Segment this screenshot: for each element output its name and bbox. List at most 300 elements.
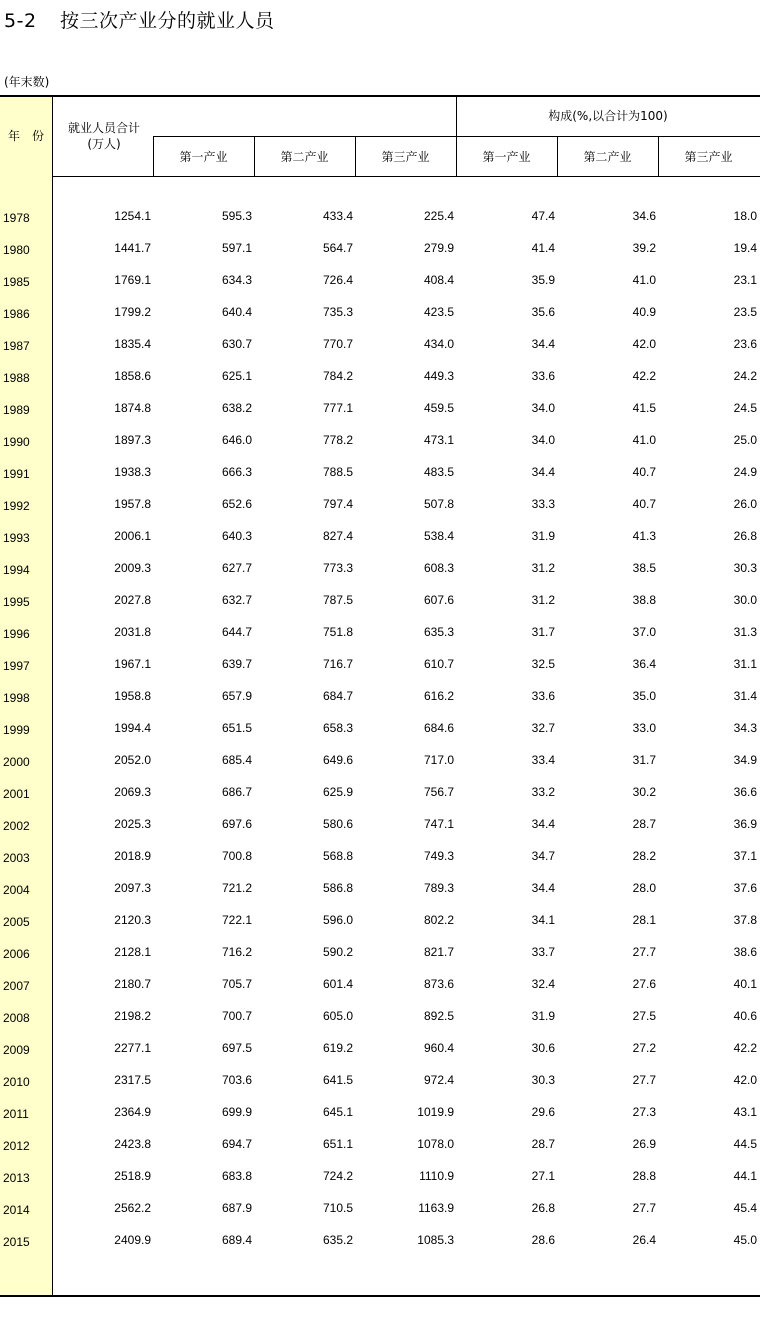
table-row [0,689,760,721]
primary-share-cell: 29.6 [531,1105,555,1119]
header-secondary: 第二产业 [280,150,329,164]
primary-share-cell: 41.4 [531,241,555,255]
year-cell: 2007 [3,979,30,993]
year-cell: 1980 [3,243,30,257]
tertiary-cell: 1019.9 [417,1105,454,1119]
year-cell: 1995 [3,595,30,609]
tertiary-share-cell: 37.8 [733,913,757,927]
table-row [0,305,760,337]
tertiary-share-cell: 23.6 [733,337,757,351]
year-cell: 1993 [3,531,30,545]
year-cell: 2015 [3,1235,30,1249]
secondary-cell: 568.8 [322,849,353,863]
tertiary-cell: 1163.9 [418,1201,454,1215]
table-row [0,1201,760,1233]
tertiary-share-cell: 31.1 [733,657,757,671]
primary-share-cell: 32.4 [531,977,555,991]
tertiary-cell: 473.1 [423,433,454,447]
primary-share-cell: 33.3 [531,497,555,511]
primary-share-cell: 34.4 [531,465,555,479]
secondary-cell: 625.9 [322,785,353,799]
tertiary-share-cell: 23.5 [733,305,757,319]
primary-cell: 634.3 [221,273,252,287]
secondary-cell: 710.5 [322,1201,353,1215]
secondary-cell: 751.8 [322,625,353,639]
secondary-cell: 586.8 [322,881,353,895]
secondary-cell: 433.4 [322,209,353,223]
primary-share-cell: 34.4 [531,337,555,351]
tertiary-cell: 789.3 [423,881,454,895]
tertiary-share-cell: 45.4 [733,1201,757,1215]
primary-share-cell: 33.2 [531,785,555,799]
unit-note: (年末数) [4,75,50,89]
table-number: 5-2 [4,10,37,32]
secondary-share-cell: 41.0 [632,273,656,287]
year-cell: 1999 [3,723,30,737]
primary-cell: 683.8 [221,1169,252,1183]
tertiary-cell: 225.4 [423,209,454,223]
table-title: 按三次产业分的就业人员 [60,10,275,32]
tertiary-cell: 1110.9 [419,1169,454,1183]
tertiary-cell: 423.5 [423,305,454,319]
primary-cell: 652.6 [221,497,252,511]
year-cell: 2003 [3,851,30,865]
tertiary-cell: 459.5 [423,401,454,415]
primary-share-cell: 34.1 [531,913,555,927]
secondary-cell: 773.3 [322,561,353,575]
tertiary-share-cell: 42.0 [733,1073,757,1087]
secondary-share-cell: 26.9 [632,1137,656,1151]
primary-share-cell: 30.3 [531,1073,555,1087]
primary-share-cell: 32.5 [531,657,555,671]
header-secondary-pct: 第二产业 [583,150,632,164]
table-row [0,753,760,785]
tertiary-share-cell: 36.6 [733,785,757,799]
tertiary-cell: 756.7 [423,785,454,799]
table-row [0,1009,760,1041]
tertiary-share-cell: 31.3 [733,625,757,639]
header-bottom-rule [52,176,760,177]
tertiary-share-cell: 43.1 [733,1105,757,1119]
primary-cell: 694.7 [221,1137,252,1151]
total-cell: 2317.5 [114,1073,151,1087]
table-row [0,273,760,305]
year-cell: 1988 [3,371,30,385]
year-cell: 2008 [3,1011,30,1025]
secondary-cell: 797.4 [322,497,353,511]
tertiary-cell: 972.4 [423,1073,454,1087]
tertiary-cell: 802.2 [423,913,454,927]
primary-share-cell: 34.7 [531,849,555,863]
tertiary-cell: 1085.3 [417,1233,454,1247]
secondary-share-cell: 27.5 [632,1009,656,1023]
secondary-cell: 788.5 [322,465,353,479]
tertiary-share-cell: 31.4 [733,689,757,703]
year-cell: 2005 [3,915,30,929]
secondary-share-cell: 36.4 [632,657,656,671]
total-cell: 2128.1 [114,945,151,959]
year-cell: 1989 [3,403,30,417]
primary-share-cell: 35.9 [531,273,555,287]
total-cell: 1769.1 [114,273,151,287]
header-primary-pct: 第一产业 [482,150,531,164]
year-cell: 2013 [3,1171,30,1185]
primary-share-cell: 31.9 [531,529,555,543]
year-cell: 1986 [3,307,30,321]
tertiary-cell: 616.2 [423,689,454,703]
year-cell: 2012 [3,1139,30,1153]
tertiary-cell: 749.3 [423,849,454,863]
primary-cell: 651.5 [221,721,252,735]
secondary-share-cell: 35.0 [632,689,656,703]
secondary-cell: 645.1 [322,1105,353,1119]
total-cell: 2097.3 [114,881,151,895]
total-cell: 2009.3 [114,561,151,575]
year-cell: 2011 [3,1107,29,1121]
total-cell: 2409.9 [114,1233,151,1247]
table-row [0,433,760,465]
tertiary-cell: 279.9 [423,241,454,255]
total-cell: 1858.6 [114,369,151,383]
secondary-share-cell: 27.2 [632,1041,656,1055]
secondary-share-cell: 41.0 [632,433,656,447]
primary-cell: 640.4 [221,305,252,319]
primary-cell: 638.2 [221,401,252,415]
primary-share-cell: 32.7 [531,721,555,735]
tertiary-share-cell: 18.0 [733,209,757,223]
tertiary-share-cell: 24.9 [733,465,757,479]
primary-share-cell: 34.0 [531,401,555,415]
table-top-rule [0,95,760,97]
header-year: 年 份 [7,129,44,143]
total-cell: 1967.1 [114,657,151,671]
tertiary-cell: 608.3 [423,561,454,575]
total-cell: 1938.3 [114,465,151,479]
primary-cell: 700.7 [221,1009,252,1023]
year-cell: 2002 [3,819,30,833]
total-cell: 2031.8 [114,625,151,639]
tertiary-cell: 483.5 [423,465,454,479]
primary-share-cell: 34.4 [531,881,555,895]
tertiary-share-cell: 36.9 [733,817,757,831]
table-row [0,977,760,1009]
table-row [0,1073,760,1105]
header-tertiary: 第三产业 [381,150,430,164]
total-cell: 1994.4 [114,721,151,735]
table-row [0,1137,760,1169]
primary-cell: 697.5 [221,1041,252,1055]
secondary-cell: 580.6 [322,817,353,831]
secondary-share-cell: 38.5 [632,561,656,575]
year-cell: 2014 [3,1203,30,1217]
primary-cell: 640.3 [221,529,252,543]
tertiary-cell: 892.5 [423,1009,454,1023]
table-row [0,593,760,625]
subheader-rule [153,136,456,137]
total-cell: 2025.3 [114,817,151,831]
secondary-cell: 787.5 [322,593,353,607]
primary-share-cell: 33.7 [531,945,555,959]
table-row [0,817,760,849]
primary-cell: 639.7 [221,657,252,671]
secondary-share-cell: 28.7 [632,817,656,831]
tertiary-share-cell: 40.1 [733,977,757,991]
primary-cell: 703.6 [221,1073,252,1087]
primary-share-cell: 35.6 [531,305,555,319]
secondary-cell: 641.5 [322,1073,353,1087]
tertiary-cell: 610.7 [423,657,454,671]
total-cell: 2052.0 [114,753,151,767]
table-row [0,913,760,945]
primary-share-cell: 30.6 [531,1041,555,1055]
total-cell: 2562.2 [114,1201,151,1215]
table-body [0,209,760,1265]
secondary-share-cell: 41.5 [632,401,656,415]
primary-share-cell: 33.6 [531,689,555,703]
total-cell: 2069.3 [114,785,151,799]
year-cell: 1987 [3,339,30,353]
primary-cell: 657.9 [221,689,252,703]
secondary-share-cell: 31.7 [632,753,656,767]
primary-share-cell: 31.2 [531,561,555,575]
secondary-share-cell: 28.2 [632,849,656,863]
page-title [4,6,275,33]
header-total: 就业人员合计 [67,121,140,135]
secondary-share-cell: 27.7 [632,945,656,959]
secondary-cell: 649.6 [322,753,353,767]
total-cell: 2027.8 [114,593,151,607]
secondary-cell: 724.2 [322,1169,353,1183]
secondary-cell: 605.0 [322,1009,353,1023]
tertiary-share-cell: 34.3 [733,721,757,735]
year-cell: 1998 [3,691,30,705]
total-cell: 1874.8 [114,401,151,415]
total-cell: 1254.1 [114,209,151,223]
table-row [0,241,760,273]
secondary-cell: 658.3 [322,721,353,735]
secondary-share-cell: 38.8 [632,593,656,607]
primary-cell: 697.6 [221,817,252,831]
secondary-share-cell: 40.9 [632,305,656,319]
tertiary-cell: 434.0 [423,337,454,351]
primary-share-cell: 31.7 [531,625,555,639]
secondary-share-cell: 40.7 [632,497,656,511]
table-row [0,497,760,529]
secondary-share-cell: 41.3 [632,529,656,543]
table-row [0,721,760,753]
table-row [0,785,760,817]
tertiary-cell: 960.4 [423,1041,454,1055]
primary-cell: 597.1 [221,241,252,255]
secondary-cell: 590.2 [322,945,353,959]
total-cell: 1897.3 [114,433,151,447]
secondary-share-cell: 40.7 [632,465,656,479]
secondary-cell: 726.4 [322,273,353,287]
composition-header-rule [456,136,760,137]
tertiary-share-cell: 26.8 [733,529,757,543]
year-cell: 2001 [3,787,30,801]
primary-cell: 630.7 [221,337,252,351]
total-cell: 2018.9 [114,849,151,863]
table-row [0,401,760,433]
total-cell: 2277.1 [114,1041,151,1055]
secondary-share-cell: 39.2 [632,241,656,255]
primary-share-cell: 33.4 [531,753,555,767]
tertiary-share-cell: 42.2 [733,1041,757,1055]
year-cell: 2004 [3,883,30,897]
primary-cell: 644.7 [221,625,252,639]
table-row [0,465,760,497]
total-cell: 1835.4 [114,337,151,351]
primary-cell: 722.1 [221,913,252,927]
secondary-share-cell: 34.6 [632,209,656,223]
secondary-cell: 716.7 [322,657,353,671]
secondary-share-cell: 37.0 [632,625,656,639]
secondary-cell: 564.7 [322,241,353,255]
primary-cell: 716.2 [221,945,252,959]
table-row [0,625,760,657]
table-row [0,529,760,561]
tertiary-cell: 684.6 [423,721,454,735]
year-cell: 1985 [3,275,30,289]
primary-cell: 646.0 [221,433,252,447]
secondary-cell: 635.2 [322,1233,353,1247]
total-cell: 2120.3 [114,913,151,927]
primary-cell: 700.8 [221,849,252,863]
tertiary-share-cell: 30.3 [733,561,757,575]
year-cell: 1994 [3,563,30,577]
primary-share-cell: 28.7 [531,1137,555,1151]
tertiary-cell: 873.6 [423,977,454,991]
tertiary-share-cell: 37.1 [733,849,757,863]
year-cell: 1990 [3,435,30,449]
total-cell: 1799.2 [114,305,151,319]
tertiary-cell: 507.8 [423,497,454,511]
tertiary-share-cell: 25.0 [733,433,757,447]
secondary-cell: 827.4 [322,529,353,543]
secondary-cell: 735.3 [322,305,353,319]
total-cell: 2518.9 [114,1169,151,1183]
total-cell: 2198.2 [114,1009,151,1023]
total-cell: 1958.8 [114,689,151,703]
primary-cell: 666.3 [221,465,252,479]
tertiary-share-cell: 24.5 [733,401,757,415]
secondary-share-cell: 27.3 [632,1105,656,1119]
primary-cell: 595.3 [221,209,252,223]
total-cell: 2180.7 [114,977,151,991]
secondary-share-cell: 27.7 [632,1073,656,1087]
table-row [0,1233,760,1265]
secondary-cell: 777.1 [322,401,353,415]
table-row [0,1105,760,1137]
total-cell: 1441.7 [114,241,151,255]
tertiary-share-cell: 44.1 [733,1169,757,1183]
tertiary-cell: 1078.0 [417,1137,454,1151]
tertiary-share-cell: 19.4 [733,241,757,255]
secondary-share-cell: 27.7 [632,1201,656,1215]
header-composition: 构成(%,以合计为100) [548,109,668,123]
primary-cell: 721.2 [221,881,252,895]
secondary-cell: 619.2 [322,1041,353,1055]
primary-cell: 689.4 [221,1233,252,1247]
primary-cell: 625.1 [221,369,252,383]
year-cell: 2000 [3,755,30,769]
primary-share-cell: 26.8 [531,1201,555,1215]
tertiary-share-cell: 37.6 [733,881,757,895]
secondary-share-cell: 33.0 [632,721,656,735]
tertiary-cell: 821.7 [423,945,454,959]
tertiary-share-cell: 40.6 [733,1009,757,1023]
year-cell: 1978 [3,211,30,225]
table-row [0,657,760,689]
table-row [0,881,760,913]
year-cell: 1991 [3,467,30,481]
primary-cell: 699.9 [221,1105,252,1119]
tertiary-share-cell: 30.0 [733,593,757,607]
total-cell: 2364.9 [114,1105,151,1119]
tertiary-share-cell: 38.6 [733,945,757,959]
tertiary-share-cell: 45.0 [733,1233,757,1247]
table-row [0,1169,760,1201]
secondary-share-cell: 28.1 [632,913,656,927]
table-row [0,209,760,241]
header-tertiary-pct: 第三产业 [684,150,733,164]
secondary-share-cell: 30.2 [632,785,656,799]
primary-share-cell: 27.1 [531,1169,555,1183]
primary-share-cell: 34.4 [531,817,555,831]
primary-cell: 685.4 [221,753,252,767]
tertiary-share-cell: 24.2 [733,369,757,383]
tertiary-cell: 538.4 [423,529,454,543]
tertiary-cell: 747.1 [423,817,454,831]
year-cell: 1996 [3,627,30,641]
primary-cell: 687.9 [221,1201,252,1215]
tertiary-cell: 717.0 [423,753,454,767]
primary-cell: 686.7 [221,785,252,799]
table-row [0,337,760,369]
secondary-share-cell: 28.0 [632,881,656,895]
secondary-cell: 651.1 [322,1137,353,1151]
tertiary-cell: 607.6 [423,593,454,607]
primary-share-cell: 34.0 [531,433,555,447]
year-cell: 2010 [3,1075,30,1089]
table-bottom-rule [0,1295,760,1297]
year-cell: 1992 [3,499,30,513]
secondary-cell: 684.7 [322,689,353,703]
table-row [0,1041,760,1073]
header-primary: 第一产业 [179,150,228,164]
tertiary-cell: 408.4 [423,273,454,287]
secondary-cell: 778.2 [322,433,353,447]
table-row [0,369,760,401]
secondary-cell: 596.0 [322,913,353,927]
primary-share-cell: 31.2 [531,593,555,607]
secondary-cell: 770.7 [322,337,353,351]
tertiary-cell: 635.3 [423,625,454,639]
year-cell: 2006 [3,947,30,961]
primary-share-cell: 28.6 [531,1233,555,1247]
secondary-share-cell: 42.0 [632,337,656,351]
year-cell: 2009 [3,1043,30,1057]
tertiary-share-cell: 44.5 [733,1137,757,1151]
year-cell: 1997 [3,659,30,673]
secondary-share-cell: 28.8 [632,1169,656,1183]
table-row [0,945,760,977]
table-row [0,561,760,593]
primary-cell: 627.7 [221,561,252,575]
primary-share-cell: 33.6 [531,369,555,383]
primary-cell: 705.7 [221,977,252,991]
